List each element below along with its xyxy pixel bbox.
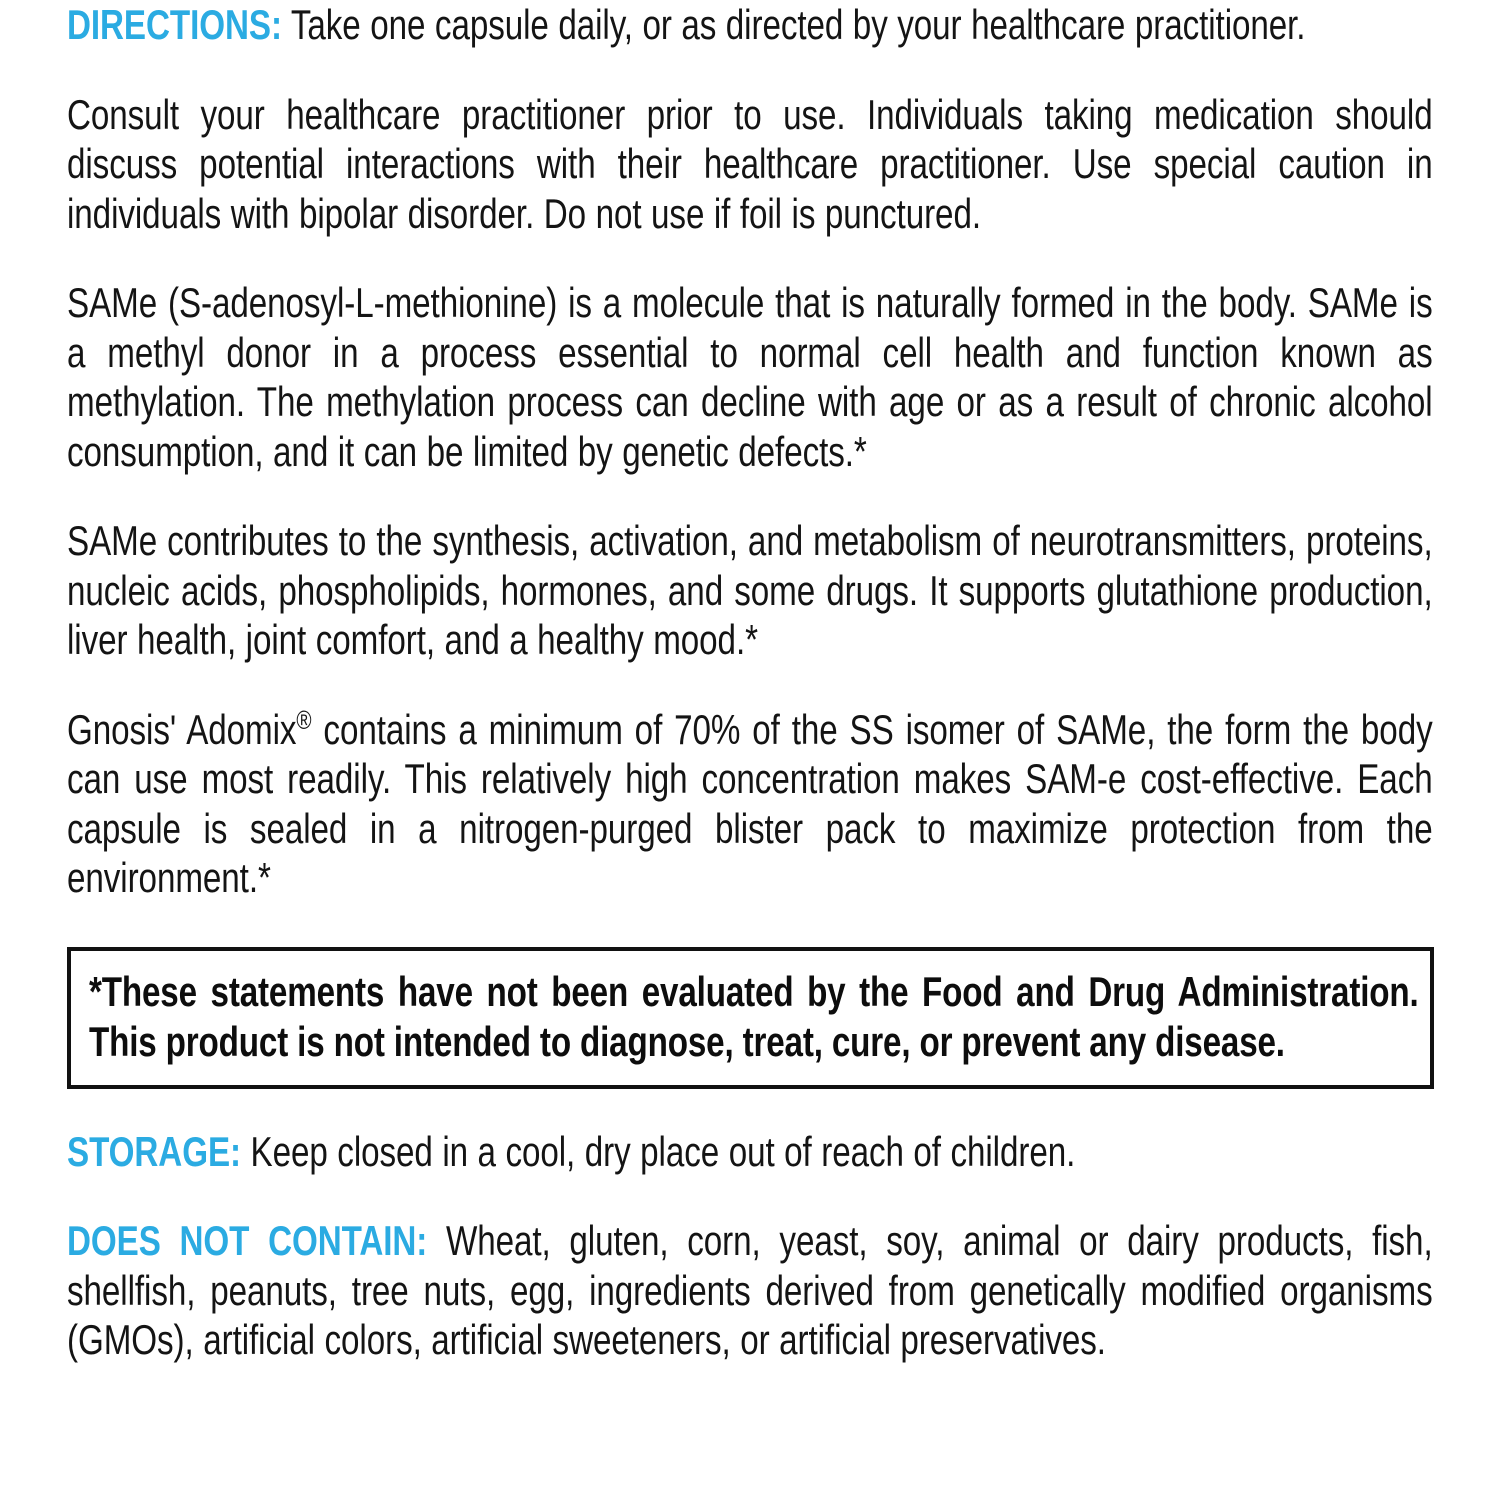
storage-heading: STORAGE: [67, 1127, 241, 1175]
storage-body: Keep closed in a cool, dry place out of reach of children. [240, 1127, 1076, 1175]
directions-paragraph [67, 0, 1433, 50]
does-not-contain-paragraph [67, 1216, 1433, 1365]
adomix-brand: Gnosis' Adomix [67, 705, 297, 753]
directions-heading: DIRECTIONS: [67, 1, 282, 48]
fda-disclaimer-text: *These statements have not been evaluated by the Food and Drug Administration. This product is not intended to diagnose, treat, cure, or prevent any disease. [89, 967, 1419, 1065]
does-not-contain-heading: DOES NOT CONTAIN: [67, 1217, 428, 1264]
adomix-body: contains a minimum of 70% of the SS isomer of SAMe, the form the body can use most readily. This relatively high concentration makes SAM-e cost-effective. Each capsule is sealed in a nitrogen-purged blister pack to maximize protection from the environment.* [67, 705, 1433, 901]
adomix-paragraph [67, 705, 1433, 903]
storage-paragraph [67, 1127, 1433, 1177]
fda-disclaimer-box [67, 947, 1434, 1089]
same-benefits-paragraph: SAMe contributes to the synthesis, activation, and metabolism of neurotransmitters, proteins, nucleic acids, phospholipids, hormones, and some drugs. It supports glutathione production, liver health, joint comfort, and a healthy mood.* [67, 517, 1433, 663]
does-not-contain-body: Wheat, gluten, corn, yeast, soy, animal or dairy products, fish, shellfish, peanuts, tree nuts, egg, ingredients derived from genetically modified organisms (GMOs), artificial colors, artificial sweeteners, or artificial preservatives. [67, 1217, 1433, 1363]
registered-trademark-icon: ® [296, 706, 312, 735]
warnings-paragraph: Consult your healthcare practitioner prior to use. Individuals taking medication should discuss potential interactions with their healthcare practitioner. Use special caution in individuals with bipolar disorder. Do not use if foil is punctured. [67, 90, 1433, 237]
same-description-paragraph: SAMe (S-adenosyl-L-methionine) is a molecule that is naturally formed in the body. SAMe is a methyl donor in a process essential to normal cell health and function known as methylation. The methylation process can decline with age or as a result of chronic alcohol consumption, and it can be limited by genetic defects.* [67, 279, 1433, 475]
directions-body: Take one capsule daily, or as directed by your healthcare practitioner. [281, 1, 1306, 48]
